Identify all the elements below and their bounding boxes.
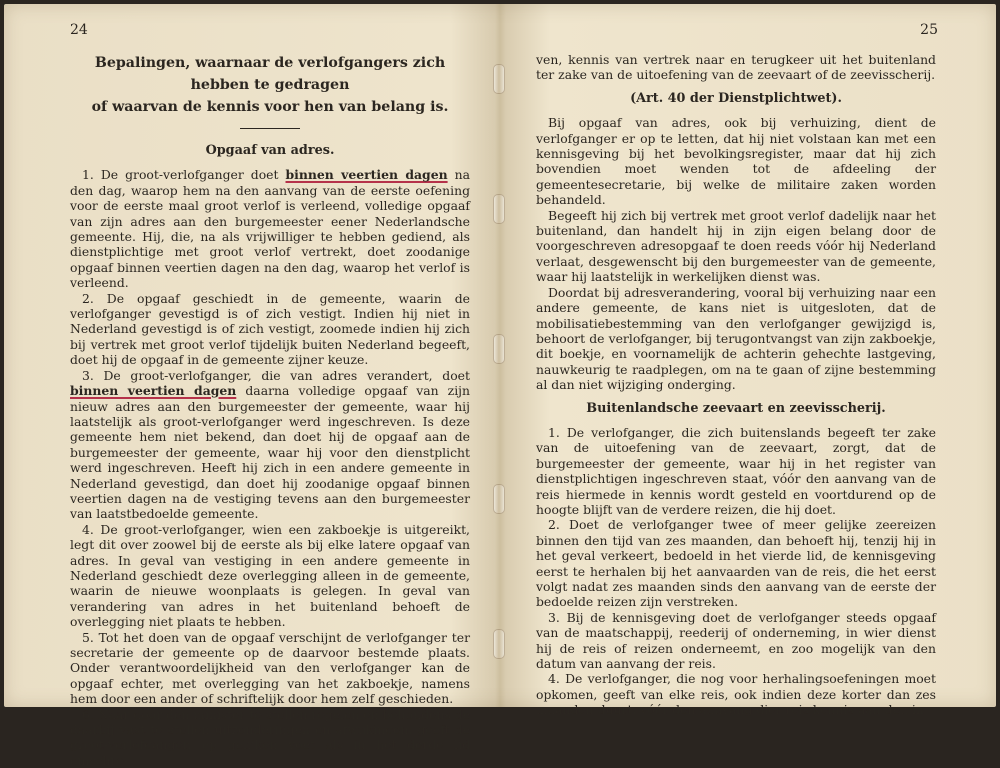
paragraph-abroad-note: Begeeft hij zich bij vertrek met groot verlof dadelijk naar het buitenland, dan handelt hij in zijn eigen belang door de voorgeschreven adresopgaaf te doen reeds vóór hij Nederland verlaat, desgewenscht bij den burgemeester van de gemeente, waar hij laatstelijk in werkelijken dienst was. [536, 207, 936, 285]
left-page [4, 4, 498, 768]
paragraph-3-rest: daarna volledige opgaaf van zijn nieuw adres aan den burgemeester der gemeente, waar hij laatstelijk als groot-verlofganger werd ingeschreven. Is deze gemeente hem niet bekend, dan doet hij de opgaaf aan de burgemeester der gemeente, waar hij voor den dienstplicht werd ingeschreven. Heeft hij zich in een andere gemeente in Nederland gevestigd, dan doet hij zoodanige opgaaf binnen veertien dagen na de vestiging tevens aan den burgemeester van laatstbedoelde gemeente. [70, 383, 470, 522]
paragraph-6: 6. Naar door den minister te stellen regelen en behoudens de daarbij vast te stellen uitzonderingen en afwijkingen, geeft de groot-verlofganger, op gelijken voet als in het derde lid omschre- [70, 706, 470, 768]
seafaring-paragraph-4: 4. De verlofganger, die nog voor herhalingsoefeningen moet opkomen, geeft van elke reis, ook indien deze korter dan zes maanden duurt, vóór den aanvang dier reis kennis aan den in [536, 671, 936, 718]
paragraph-3-start: 3. De groot-verlofganger, die van adres verandert, doet [82, 367, 470, 383]
page-number-left: 24 [70, 22, 88, 38]
paragraph-continued: ven, kennis van vertrek naar en terugkeer uit het buitenland ter zake van de uitoefening van de zeevaart of de zeevisscherij. [536, 52, 936, 83]
paragraph-3 [70, 368, 470, 522]
booklet-spread [4, 4, 996, 768]
underlined-phrase-1: binnen veertien dagen [285, 167, 448, 183]
paragraph-1-start: 1. De groot-verlofganger doet [82, 167, 286, 183]
right-page [502, 4, 996, 718]
title-divider [240, 128, 300, 129]
binding-stitch [493, 194, 505, 224]
underlined-phrase-2: binnen veertien dagen [70, 383, 237, 399]
paragraph-1 [70, 167, 470, 290]
paragraph-mobilisation-note: Doordat bij adresverandering, vooral bij verhuizing naar een andere gemeente, de kans niet is uitgesloten, dat de mobilisatiebestemming van den verlofganger gewijzigd is, behoort de verlofganger, bij terugontvangst van zijn zakboekje, dit boekje, en voornamelijk de achterin gehechte lastgeving, nauwkeurig te raadplegen, om na te gaan of zijne bestemming al dan niet wijziging onderging. [536, 284, 936, 393]
seafaring-paragraph-2: 2. Doet de verlofganger twee of meer gelijke zeereizen binnen den tijd van zes maanden, dan behoeft hij, tenzij hij in het geval verkeert, bedoeld in het vierde lid, de kennisgeving eerst te herhalen bij het aanvaarden van de reis, die het eerst volgt nadat zes maanden sinds den aanvang van de eerste der bedoelde reizen zijn verstreken. [536, 517, 936, 610]
right-column [536, 52, 936, 718]
chapter-title-line-2: of waarvan de kennis voor hen van belang is. [91, 99, 449, 115]
paragraph-5: 5. Tot het doen van de opgaaf verschijnt de verlofganger ter secretarie der gemeente op de daarvoor bestemde plaats. Onder verantwoordelijkheid van den verlofganger kan de opgaaf echter, met overlegging van het zakboekje, namens hem door een ander of schriftelijk door hem zelf geschieden. [70, 629, 470, 707]
section-heading-address: Opgaaf van adres. [205, 143, 335, 158]
paragraph-4: 4. De groot-verlofganger, wien een zakboekje is uitgereikt, legt dit over zoowel bij de eerste als bij elke latere opgaaf van adres. In geval van vestiging in een andere gemeente in Nederland geschiedt deze overlegging alleen in de gemeente, waarin de nieuwe woonplaats is gelegen. In geval van verandering van adres in het buitenland behoeft de overlegging niet plaats te hebben. [70, 521, 470, 630]
paragraph-2: 2. De opgaaf geschiedt in de gemeente, waarin de verlofganger gevestigd is of zich vestigt. Indien hij niet in Nederland gevestigd is of zich vestigt, zoomede indien hij zich bij vertrek met groot verlof tijdelijk buiten Nederland begeeft, doet hij de opgaaf in de gemeente zijner keuze. [70, 290, 470, 368]
page-number-right: 25 [920, 22, 938, 38]
left-column [70, 52, 470, 768]
seafaring-paragraph-1: 1. De verlofganger, die zich buitenslands begeeft ter zake van de uitoefening van de zeevaart, zorgt, dat de burgemeester der gemeente, waar hij in het register van dienstplichtigen ingeschreven staat, vóór den aanvang van de reis hiermede in kennis wordt gesteld en voortdurend op de hoogte blijft van de verdere reizen, die hij doet. [536, 424, 936, 517]
binding-stitch [493, 484, 505, 514]
paragraph-1-rest: na den dag, waarop hem na den aanvang van de eerste oefening voor de eerste maal groot verlof is verleend, volledige opgaaf van zijn adres aan den burgemeester eener Nederlandsche gemeente. Hij, die, na als vrijwilliger te hebben gediend, als dienstplichtige met groot verlof vertrekt, doet zoodanige opgaaf binnen veertien dagen na den dag, waarop het verlof is verleend. [70, 167, 470, 291]
paragraph-address-note: Bij opgaaf van adres, ook bij verhuizing, dient de verlofganger er op te letten, dat hij niet volstaan kan met een kennisgeving bij het bevolkingsregister, maar dat hij zich bovendien moet wenden tot de afdeeling der gemeentesecretarie, bij welke de militaire zaken worden behandeld. [536, 115, 936, 208]
seafaring-paragraph-3: 3. Bij de kennisgeving doet de verlofganger steeds opgaaf van de maatschappij, reederij of onderneming, in wier dienst hij de reis of reizen onderneemt, en zoo mogelijk van den datum van aanvang der reis. [536, 609, 936, 672]
binding-stitch [493, 64, 505, 94]
binding-stitch [493, 334, 505, 364]
chapter-title-line-1: Bepalingen, waarnaar de verlofgangers zich hebben te gedragen [94, 55, 446, 93]
article-reference: (Art. 40 der Dienstplichtwet). [630, 90, 842, 106]
binding-stitch [493, 629, 505, 659]
section-heading-seafaring: Buitenlandsche zeevaart en zeevisscherij. [586, 400, 886, 416]
